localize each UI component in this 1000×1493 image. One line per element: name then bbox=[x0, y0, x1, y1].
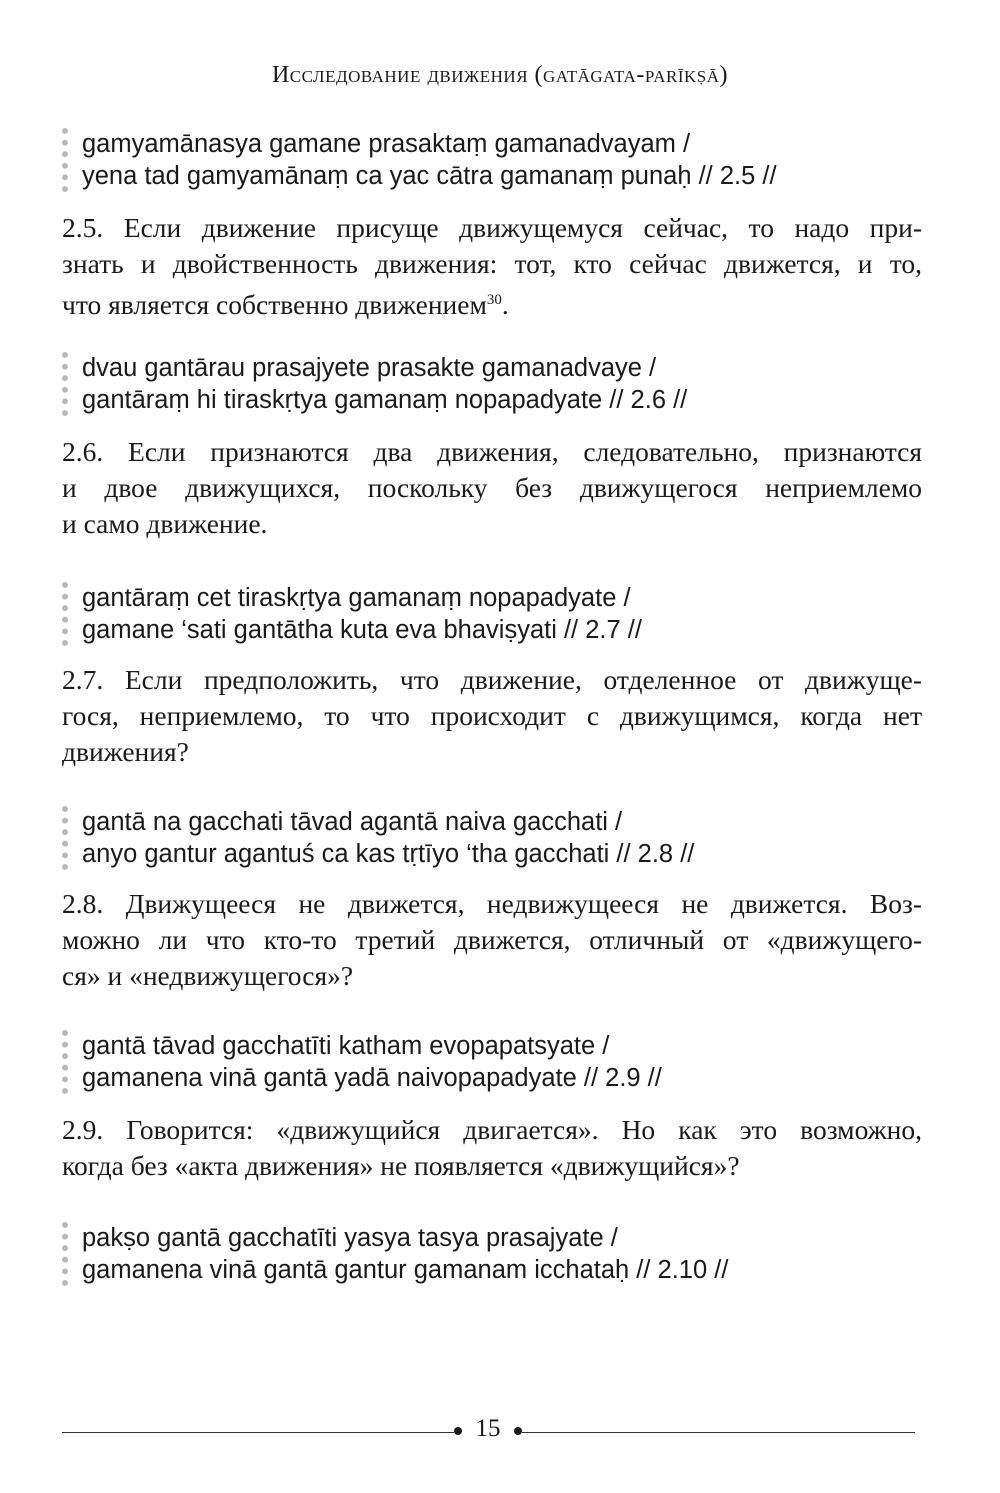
translation-line-last: когда без «акта движения» не появляется «движущийся»? bbox=[62, 1150, 740, 1181]
translation-line: знать и двойственность движения: тот, кто сейчас движется, и то, bbox=[62, 248, 922, 279]
translation-line: 2.9. Говорится: «движущийся двигается». Но как это возможно, bbox=[62, 1114, 922, 1145]
verse-line: yena tad gamyamānaṃ ca yac cātra gamanaṃ punaḥ // 2.5 // bbox=[82, 162, 777, 190]
verse-line: gantā tāvad gacchatīti katham evopapatsyate / bbox=[82, 1032, 610, 1060]
verse-line: dvau gantārau prasajyete prasakte gamanadvaye / bbox=[82, 354, 657, 382]
translation-line-last: что является собственно движением$^{30}$. bbox=[62, 289, 509, 321]
footnote-ref[interactable]: 30 bbox=[486, 292, 502, 308]
footer-rule-left bbox=[62, 1432, 454, 1433]
verse-2-9 bbox=[62, 1030, 942, 1094]
translation-line: гося, неприемлемо, то что происходит с движущимся, когда нет bbox=[62, 700, 922, 731]
footer-dot-left bbox=[454, 1427, 462, 1435]
verse-line: gamane ‘sati gantātha kuta eva bhaviṣyati // 2.7 // bbox=[82, 616, 642, 644]
verse-2-6 bbox=[62, 352, 942, 416]
verse-2-7 bbox=[62, 582, 942, 646]
translation-2-7 bbox=[62, 662, 922, 770]
verse-line: gamanena vinā gantā yadā naivopapadyate // 2.9 // bbox=[82, 1064, 662, 1092]
footer-dot-right bbox=[514, 1427, 522, 1435]
translation-2-9 bbox=[62, 1112, 922, 1184]
verse-line: anyo gantur agantuś ca kas tṛtīyo ‘tha gacchati // 2.8 // bbox=[82, 840, 695, 868]
translation-line-last: ся» и «недвижущегося»? bbox=[62, 960, 354, 991]
translation-line: можно ли что кто-то третий движется, отличный от «движущего- bbox=[62, 924, 922, 955]
running-header: Исследование движения (gatāgata-parīkṣā) bbox=[271, 62, 729, 88]
verse-line: gantāraṃ cet tiraskṛtya gamanaṃ nopapadyate / bbox=[82, 584, 631, 612]
verse-line: gantāraṃ hi tiraskṛtya gamanaṃ nopapadyate // 2.6 // bbox=[82, 386, 688, 414]
verse-2-10 bbox=[62, 1222, 942, 1286]
page-number: 15 bbox=[475, 1415, 501, 1442]
verse-2-8 bbox=[62, 806, 942, 870]
translation-line: 2.5. Если движение присуще движущемуся сейчас, то надо при- bbox=[62, 212, 922, 243]
translation-line: и двое движущихся, поскольку без движущегося неприемлемо bbox=[62, 472, 922, 503]
translation-line: 2.8. Движущееся не движется, недвижущееся не движется. Воз- bbox=[62, 888, 922, 919]
verse-line: pakṣo gantā gacchatīti yasya tasya prasajyate / bbox=[82, 1224, 618, 1252]
verse-line: gantā na gacchati tāvad agantā naiva gacchati / bbox=[82, 808, 623, 836]
translation-line: 2.6. Если признаются два движения, следовательно, признаются bbox=[62, 436, 922, 467]
verse-line: gamyamānasya gamane prasaktaṃ gamanadvayam / bbox=[82, 130, 691, 158]
translation-2-8 bbox=[62, 886, 922, 994]
verse-line: gamanena vinā gantā gantur gamanam icchataḥ // 2.10 // bbox=[82, 1256, 729, 1284]
translation-line-last: движения? bbox=[62, 736, 189, 767]
verse-2-5 bbox=[62, 128, 942, 192]
translation-line-last: и само движение. bbox=[62, 508, 268, 539]
translation-2-6 bbox=[62, 434, 922, 542]
translation-2-5 bbox=[62, 210, 922, 323]
translation-line: 2.7. Если предположить, что движение, отделенное от движуще- bbox=[62, 664, 922, 695]
footer-rule-right bbox=[522, 1432, 915, 1433]
